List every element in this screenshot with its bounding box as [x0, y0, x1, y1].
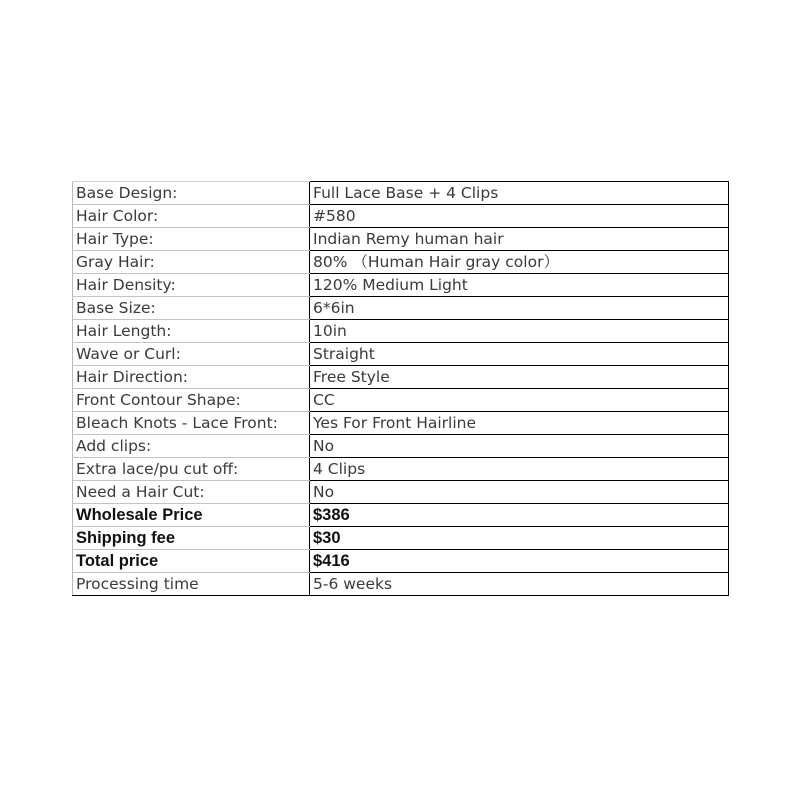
spec-label-cell: Base Design:	[73, 182, 310, 205]
table-row	[73, 412, 729, 435]
spec-value-cell: No	[310, 435, 729, 458]
table-row	[73, 182, 729, 205]
spec-value-cell: 10in	[310, 320, 729, 343]
table-row	[73, 435, 729, 458]
spec-label-cell: Shipping fee	[73, 527, 310, 550]
spec-value-cell: Straight	[310, 343, 729, 366]
table-row	[73, 205, 729, 228]
spec-value-cell: $416	[310, 550, 729, 573]
spec-label-cell: Base Size:	[73, 297, 310, 320]
spec-value-cell: 80% （Human Hair gray color）	[310, 251, 729, 274]
spec-label-cell: Hair Type:	[73, 228, 310, 251]
table-row	[73, 343, 729, 366]
order-spec-table-body	[73, 182, 729, 596]
spec-label-cell: Hair Color:	[73, 205, 310, 228]
table-row	[73, 573, 729, 596]
spec-label-cell: Bleach Knots - Lace Front:	[73, 412, 310, 435]
table-row	[73, 320, 729, 343]
spec-label-cell: Hair Direction:	[73, 366, 310, 389]
table-row	[73, 527, 729, 550]
spec-label-cell: Extra lace/pu cut off:	[73, 458, 310, 481]
spec-label-cell: Front Contour Shape:	[73, 389, 310, 412]
spec-label-cell: Need a Hair Cut:	[73, 481, 310, 504]
spec-label-cell: Add clips:	[73, 435, 310, 458]
spec-value-cell: $386	[310, 504, 729, 527]
spec-value-cell: 6*6in	[310, 297, 729, 320]
spec-value-cell: $30	[310, 527, 729, 550]
table-row	[73, 228, 729, 251]
table-row	[73, 366, 729, 389]
spec-value-cell: 120% Medium Light	[310, 274, 729, 297]
spec-label-cell: Total price	[73, 550, 310, 573]
spec-label-cell: Hair Density:	[73, 274, 310, 297]
table-row	[73, 251, 729, 274]
spec-label-cell: Hair Length:	[73, 320, 310, 343]
spec-value-cell: Indian Remy human hair	[310, 228, 729, 251]
spec-label-cell: Gray Hair:	[73, 251, 310, 274]
table-row	[73, 389, 729, 412]
spec-value-cell: 5-6 weeks	[310, 573, 729, 596]
spec-value-cell: Free Style	[310, 366, 729, 389]
table-row	[73, 550, 729, 573]
table-row	[73, 458, 729, 481]
table-row	[73, 481, 729, 504]
table-row	[73, 297, 729, 320]
spec-label-cell: Wholesale Price	[73, 504, 310, 527]
spec-value-cell: No	[310, 481, 729, 504]
spec-value-cell: Full Lace Base + 4 Clips	[310, 182, 729, 205]
order-spec-table	[72, 181, 729, 596]
spec-value-cell: Yes For Front Hairline	[310, 412, 729, 435]
table-row	[73, 274, 729, 297]
spec-label-cell: Wave or Curl:	[73, 343, 310, 366]
table-row	[73, 504, 729, 527]
spec-label-cell: Processing time	[73, 573, 310, 596]
spec-value-cell: #580	[310, 205, 729, 228]
spec-value-cell: CC	[310, 389, 729, 412]
spec-value-cell: 4 Clips	[310, 458, 729, 481]
